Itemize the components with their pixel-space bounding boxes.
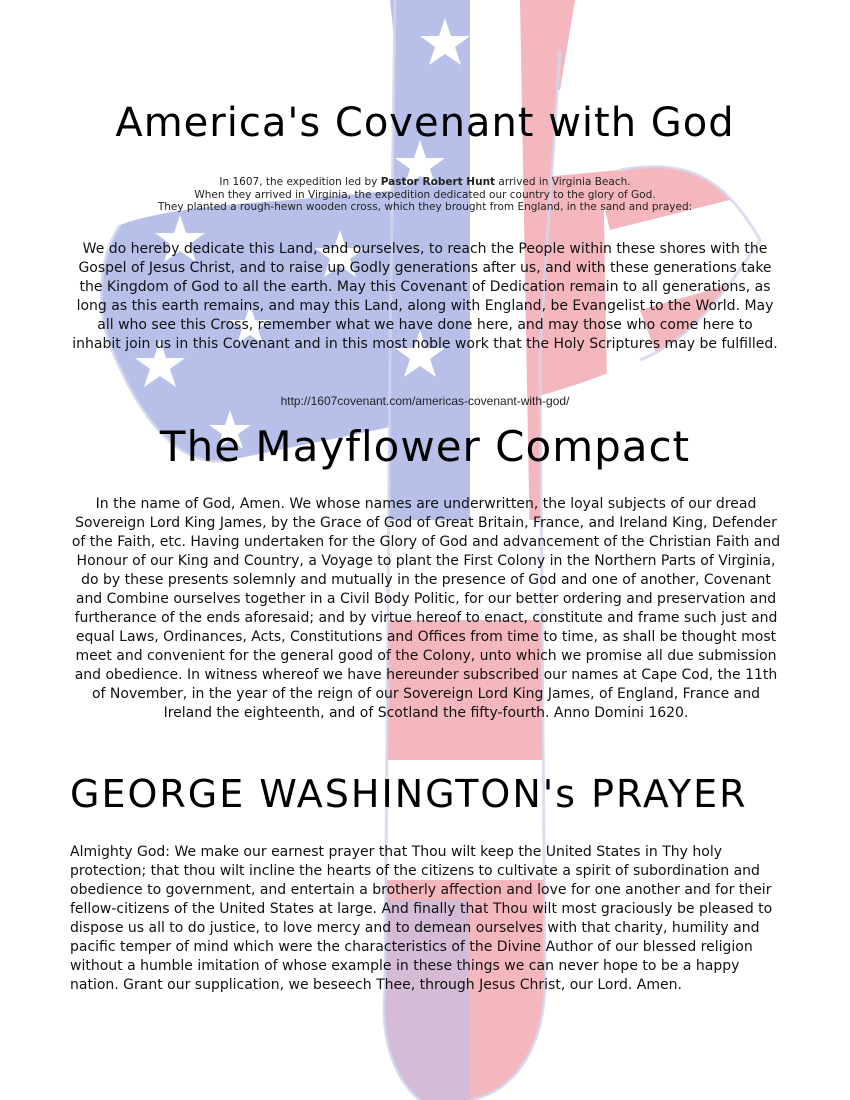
mayflower-text: In the name of God, Amen. We whose names are underwritten, the loyal subjects of our dread Sovereign Lord King James, by the Grace of God of Great Britain, France, and Ireland King, Defender of the Faith, etc. Having undertaken for the Glory of God and advancement of the Christian Faith and Honour of our King and Country, a Voyage to plant the First Colony in the Northern Parts of Virginia, do by these presents solemnly and mutually in the presence of God and one of another, Covenant and Combine ourselves together in a Civil Body Politic, for our better ordering and preservation and furtherance of the ends aforesaid; and by virtue hereof to enact, constitute and frame such just and equal Laws, Ordinances, Acts, Constitutions and Offices from time to time, as shall be thought most meet and convenient for the general good of the Colony, unto which we promise all due submission and obedience. In witness whereof we have hereunder subscribed our names at Cape Cod, the 11th of November, in the year of the reign of our Sovereign Lord King James, of England, France and Ireland the eighteenth, and of Scotland the fifty-fourth. Anno Domini 1620. xyxy=(71,496,781,721)
pastor-name: Pastor Robert Hunt xyxy=(380,176,496,188)
intro-line-2: When they arrived in Virginia, the expedition dedicated our country to the glory of God. xyxy=(194,188,656,201)
covenant-intro xyxy=(60,176,790,214)
mayflower-title: The Mayflower Compact xyxy=(159,422,691,471)
intro-text: In 1607, the expedition led by xyxy=(219,176,381,188)
source-link[interactable]: http://1607covenant.com/americas-covenant-with-god/ xyxy=(280,394,570,408)
intro-text: arrived in Virginia Beach. xyxy=(495,176,631,188)
intro-line-3: They planted a rough-hewn wooden cross, which they brought from England, in the sand and prayed: xyxy=(157,201,693,213)
covenant-title: America's Covenant with God xyxy=(115,100,735,146)
covenant-prayer: We do hereby dedicate this Land, and ourselves, to reach the People within these shores with the Gospel of Jesus Christ, and to raise up Godly generations after us, and with these generations take the Kingdom of God to all the earth. May this Covenant of Dedication remain to all generations, as long as this earth remains, and may this Land, along with England, be Evangelist to the World. May all who see this Cross, remember what we have done here, and may those who come here to inhabit join us in this Covenant and in this most noble work that the Holy Scriptures may be fulfilled. xyxy=(72,241,778,352)
intro-line-1 xyxy=(60,176,790,189)
washington-title: GEORGE WASHINGTON's PRAYER xyxy=(70,772,748,816)
washington-prayer: Almighty God: We make our earnest prayer that Thou wilt keep the United States in Thy holy protection; that thou wilt incline the hearts of the citizens to cultivate a spirit of subordination and obedience to government, and entertain a brotherly affection and love for one another and for their fellow-citizens of the United States at large. And finally that Thou wilt most graciously be pleased to dispose us all to do justice, to love mercy and to demean ourselves with that charity, humility and pacific temper of mind which were the characteristics of the Divine Author of our blessed religion without a humble imitation of whose example in these things we can never hope to be a happy nation. Grant our supplication, we beseech Thee, through Jesus Christ, our Lord. Amen. xyxy=(70,844,773,993)
